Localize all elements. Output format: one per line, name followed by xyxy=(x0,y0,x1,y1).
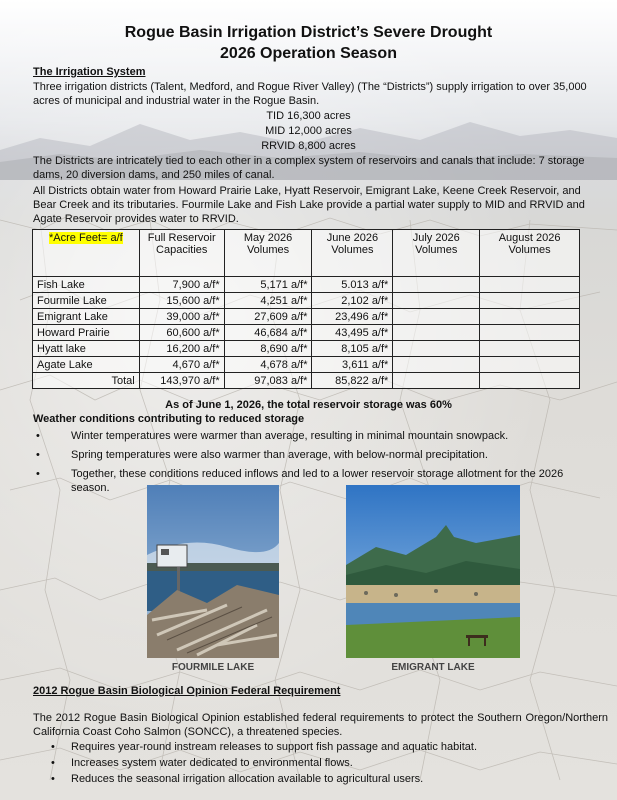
bullet-icon: • xyxy=(36,430,40,442)
table-header-cell: August 2026 Volumes xyxy=(480,230,580,277)
table-cell xyxy=(480,293,580,309)
table-header-row xyxy=(33,230,580,277)
list-item xyxy=(33,740,603,754)
bullet-text: Reduces the seasonal irrigation allocation available to agricultural users. xyxy=(71,773,424,785)
table-cell: Fourmile Lake xyxy=(33,293,140,309)
bullet-icon: • xyxy=(36,449,40,461)
bullet-text: Increases system water dedicated to environmental flows. xyxy=(71,757,353,769)
table-cell: 43,495 a/f* xyxy=(312,325,393,341)
opinion-text: The 2012 Rogue Basin Biological Opinion established federal requirements to protect the Southern Oregon/Northern California Coast Coho Salmon (SONCC), a threatened species. xyxy=(33,712,608,738)
acres-mid: MID 12,000 acres xyxy=(265,125,352,137)
table-cell xyxy=(480,373,580,389)
table-cell: Emigrant Lake xyxy=(33,309,140,325)
table-cell: 4,670 a/f* xyxy=(139,357,224,373)
table-row xyxy=(33,293,580,309)
table-cell xyxy=(393,341,480,357)
table-cell: 8,105 a/f* xyxy=(312,341,393,357)
table-cell: 4,678 a/f* xyxy=(224,357,312,373)
table-header-cell: July 2026 Volumes xyxy=(393,230,480,277)
list-item xyxy=(33,772,603,786)
bullet-icon: • xyxy=(36,468,40,480)
table-cell xyxy=(393,357,480,373)
table-cell: 5.013 a/f* xyxy=(312,277,393,293)
table-cell: 60,600 a/f* xyxy=(139,325,224,341)
table-cell xyxy=(480,341,580,357)
irrigation-heading: The Irrigation System xyxy=(33,66,146,78)
title-line-1: Rogue Basin Irrigation District’s Severe Drought xyxy=(124,24,493,41)
bullet-text: Requires year-round instream releases to support fish passage and aquatic habitat. xyxy=(71,741,478,753)
bullet-text: Spring temperatures were also warmer than average, with below-normal precipitation. xyxy=(71,449,488,461)
reservoir-table xyxy=(32,229,580,389)
table-cell: 5,171 a/f* xyxy=(224,277,312,293)
storage-note: As of June 1, 2026, the total reservoir storage was 60% xyxy=(165,399,452,411)
table-header-cell: Full Reservoir Capacities xyxy=(139,230,224,277)
table-header-cell xyxy=(33,230,140,277)
table-cell: 23,496 a/f* xyxy=(312,309,393,325)
emigrant-lake-photo xyxy=(346,485,520,658)
bullet-icon: • xyxy=(51,757,55,769)
table-cell xyxy=(393,309,480,325)
acres-tid: TID 16,300 acres xyxy=(266,110,351,122)
irrigation-para-2: The Districts are intricately tied to each other in a complex system of reservoirs and canals that include: 7 storage dams, 20 diversion dams, and 250 miles of canal. xyxy=(33,155,585,181)
table-header-cell: June 2026 Volumes xyxy=(312,230,393,277)
irrigation-intro: Three irrigation districts (Talent, Medford, and Rogue River Valley) (The “Districts”) supply irrigation to over 35,000 acres of municipal and industrial water in the Rogue Basin. xyxy=(33,81,587,107)
table-cell xyxy=(393,373,480,389)
table-cell: 8,690 a/f* xyxy=(224,341,312,357)
table-header-cell: May 2026 Volumes xyxy=(224,230,312,277)
table-cell: Howard Prairie xyxy=(33,325,140,341)
table-cell xyxy=(480,309,580,325)
list-item xyxy=(33,756,603,770)
list-item xyxy=(33,429,603,443)
page-title xyxy=(0,22,617,64)
table-cell xyxy=(393,293,480,309)
table-cell: 4,251 a/f* xyxy=(224,293,312,309)
list-item xyxy=(33,448,603,462)
table-cell: Fish Lake xyxy=(33,277,140,293)
table-row xyxy=(33,309,580,325)
bullet-text: Winter temperatures were warmer than average, resulting in minimal mountain snowpack. xyxy=(71,430,509,442)
table-total-row xyxy=(33,373,580,389)
table-cell xyxy=(480,357,580,373)
table-cell: 3,611 a/f* xyxy=(312,357,393,373)
table-cell: 27,609 a/f* xyxy=(224,309,312,325)
bullet-icon: • xyxy=(51,773,55,785)
opinion-heading: 2012 Rogue Basin Biological Opinion Federal Requirement xyxy=(33,685,341,697)
table-cell: Total xyxy=(33,373,140,389)
weather-heading: Weather conditions contributing to reduced storage xyxy=(33,413,305,425)
table-cell: Agate Lake xyxy=(33,357,140,373)
acres-rrvid: RRVID 8,800 acres xyxy=(261,140,356,152)
table-row xyxy=(33,357,580,373)
opinion-bullets xyxy=(33,740,603,788)
table-cell: Hyatt lake xyxy=(33,341,140,357)
table-row xyxy=(33,325,580,341)
table-cell xyxy=(393,277,480,293)
fourmile-lake-photo xyxy=(147,485,279,658)
table-cell: 46,684 a/f* xyxy=(224,325,312,341)
table-row xyxy=(33,277,580,293)
title-line-2: 2026 Operation Season xyxy=(220,45,397,62)
table-cell: 15,600 a/f* xyxy=(139,293,224,309)
table-cell xyxy=(393,325,480,341)
fourmile-lake-caption: FOURMILE LAKE xyxy=(171,662,255,673)
bullet-text: Together, these conditions reduced inflows and led to a lower reservoir storage allotment for the 2026 season. xyxy=(71,468,564,494)
table-cell: 7,900 a/f* xyxy=(139,277,224,293)
table-cell: 97,083 a/f* xyxy=(224,373,312,389)
emigrant-lake-caption: EMIGRANT LAKE xyxy=(391,662,475,673)
table-cell xyxy=(480,277,580,293)
table-row xyxy=(33,341,580,357)
table-cell: 39,000 a/f* xyxy=(139,309,224,325)
acre-feet-note: *Acre Feet= a/f xyxy=(49,232,123,244)
bullet-icon: • xyxy=(51,741,55,753)
table-cell: 85,822 a/f* xyxy=(312,373,393,389)
table-cell: 16,200 a/f* xyxy=(139,341,224,357)
table-cell xyxy=(480,325,580,341)
table-cell: 143,970 a/f* xyxy=(139,373,224,389)
table-cell: 2,102 a/f* xyxy=(312,293,393,309)
irrigation-para-3: All Districts obtain water from Howard Prairie Lake, Hyatt Reservoir, Emigrant Lake, Keene Creek Reservoir, and Bear Creek and its tributaries. Fourmile Lake and Fish Lake provide a partial water supply to MID and RRVID and Agate Reservoir provides water to RRVID. xyxy=(33,185,585,225)
